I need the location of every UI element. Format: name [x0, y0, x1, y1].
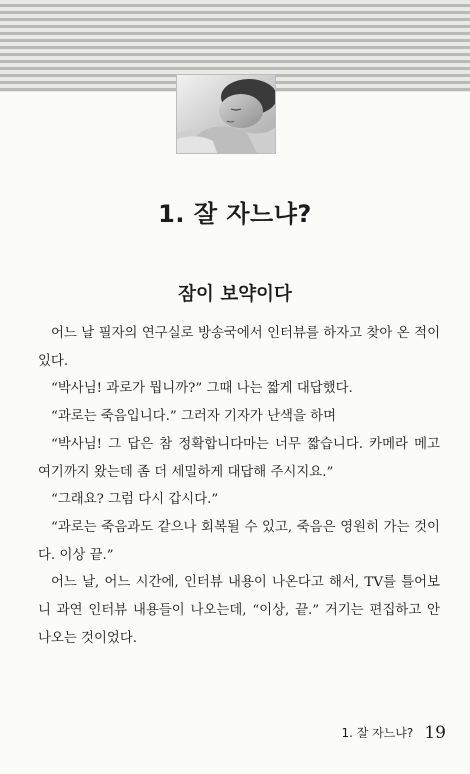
paragraph: 어느 날, 어느 시간에, 인터뷰 내용이 나온다고 해서, TV를 틀어보니 과연 인터뷰 내용들이 나오는데, “이상, 끝.” 거기는 편집하고 안 나오는 것이었다.	[38, 575, 440, 646]
chapter-title: 1. 잘 자느냐?	[158, 200, 312, 228]
sleeping-person-image	[177, 75, 275, 153]
paragraph: 어느 날 필자의 연구실로 방송국에서 인터뷰를 하자고 찾아 온 적이 있다.	[38, 326, 440, 369]
paragraph: “그래요? 그럼 다시 갑시다.”	[51, 492, 219, 508]
paragraph: “박사님! 그 답은 참 정확합니다마는 너무 짧습니다. 카메라 메고 여기까지 왔는데 좀 더 세밀하게 대답해 주시지요.”	[38, 436, 440, 480]
paragraph: “박사님! 과로가 뭡니까?” 그때 나는 짧게 대답했다.	[51, 381, 353, 397]
body-text	[38, 320, 440, 652]
page-number: 19	[424, 722, 446, 743]
paragraph: “과로는 죽음과도 같으나 회복될 수 있고, 죽음은 영원히 가는 것이다. 이상 끝.”	[38, 519, 440, 563]
section-title: 잠이 보약이다	[178, 284, 292, 305]
page-footer	[341, 722, 446, 743]
running-footer-chapter: 1. 잘 자느냐?	[341, 726, 414, 740]
sleeping-person-photo	[176, 74, 276, 154]
paragraph: “과로는 죽음입니다.” 그러자 기자가 난색을 하며	[51, 409, 337, 425]
